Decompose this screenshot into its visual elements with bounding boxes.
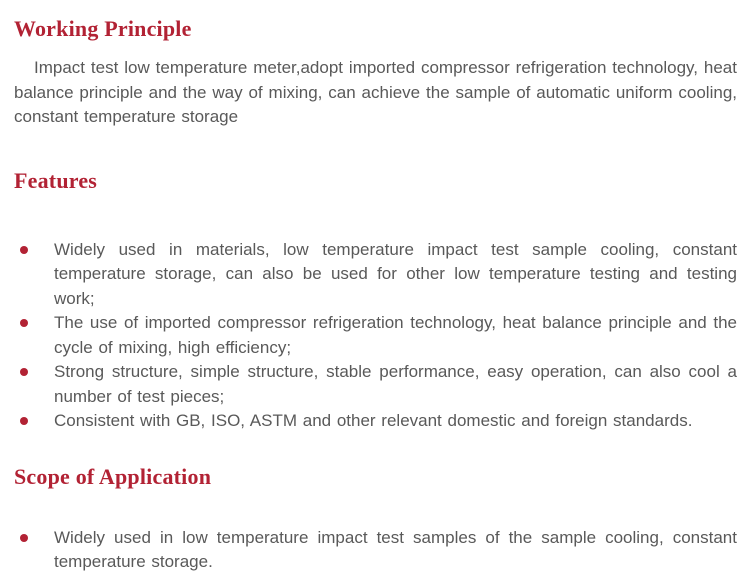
list-item [14,360,737,409]
list-item [14,238,737,312]
list-item [14,409,737,434]
section-heading-working-principle: Working Principle [14,16,192,41]
list-item-text: The use of imported compressor refrigeration technology, heat balance principle and the cycle of mixing, high efficiency; [54,313,737,357]
section-heading-features: Features [14,167,98,193]
list-item-text: Strong structure, simple structure, stable performance, easy operation, can also cool a number of test pieces; [54,362,737,406]
list-item-text: Consistent with GB, ISO, ASTM and other relevant domestic and foreign standards. [54,411,693,430]
scope-list [14,526,737,575]
working-principle-paragraph: Impact test low temperature meter,adopt imported compressor refrigeration technology, heat balance principle and the way of mixing, can achieve the sample of automatic uniform cooling, constant temperature storage [14,58,737,126]
bullet-icon [20,417,28,425]
section-heading-scope-of-application: Scope of Application [14,463,212,489]
list-item [14,311,737,360]
list-item [14,526,737,575]
bullet-icon [20,368,28,376]
list-item-text: Widely used in materials, low temperature impact test sample cooling, constant temperature storage, can also be used for other low temperature testing and testing work; [54,239,737,308]
bullet-icon [20,319,28,327]
list-item-text: Widely used in low temperature impact test samples of the sample cooling, constant temperature storage. [54,527,737,571]
bullet-icon [20,246,28,254]
bullet-icon [20,534,28,542]
features-list [14,238,737,434]
